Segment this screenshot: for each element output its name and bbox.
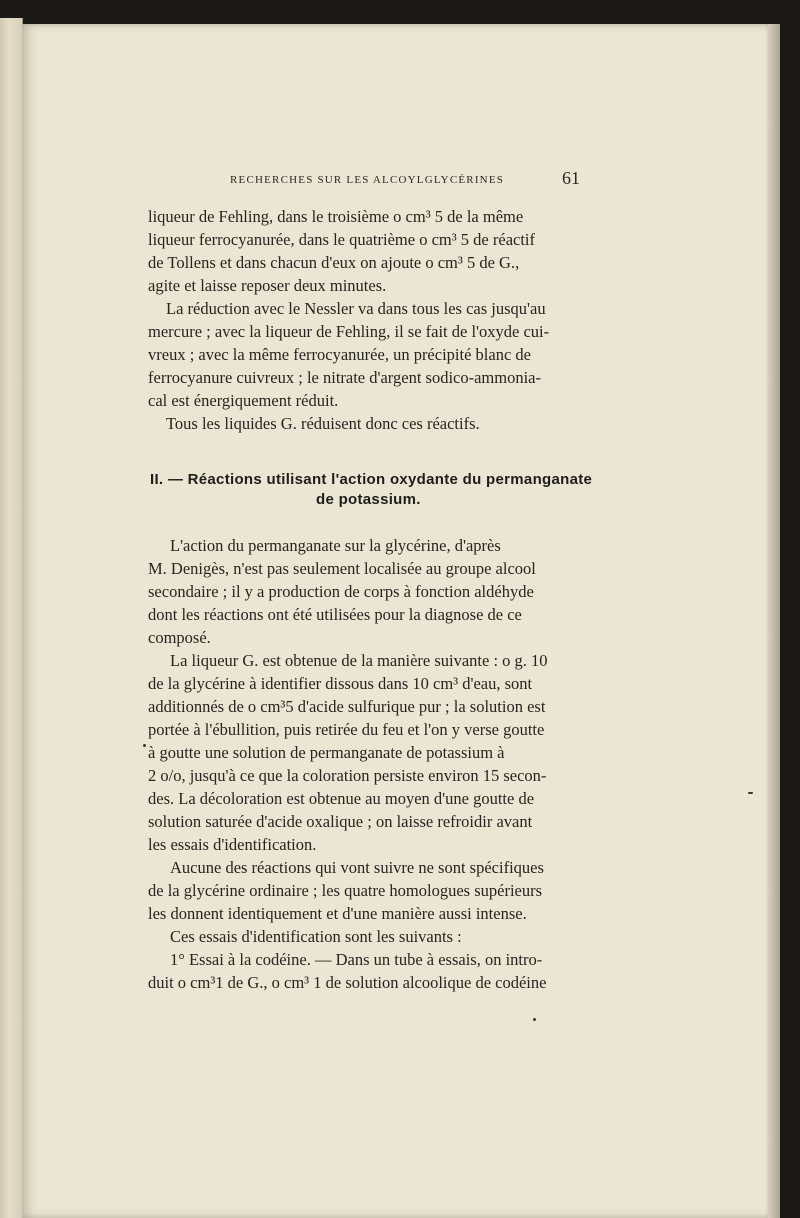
text-line: solution saturée d'acide oxalique ; on laisse refroidir avant (148, 812, 533, 831)
text-line: cal est énergiquement réduit. (148, 391, 339, 410)
text-line: L'action du permanganate sur la glycérine, d'après (170, 536, 501, 555)
text-line: M. Denigès, n'est pas seulement localisée au groupe alcool (148, 559, 536, 578)
book-spine-edge (0, 18, 23, 1218)
text-line: La liqueur G. est obtenue de la manière suivante : o g. 10 (170, 651, 548, 670)
section-heading-line-2: de potassium. (316, 491, 421, 508)
ink-speck (748, 792, 753, 794)
text-line: 1° Essai à la codéine. — Dans un tube à essais, on intro- (170, 950, 543, 969)
ink-speck (533, 1018, 536, 1021)
text-line: Ces essais d'identification sont les suivants : (170, 927, 462, 946)
section-heading-line-1: II. — Réactions utilisant l'action oxydante du permanganate (150, 471, 593, 488)
text-line: à goutte une solution de permanganate de potassium à (148, 743, 505, 762)
page-edge (768, 24, 780, 1218)
text-line: vreux ; avec la même ferrocyanurée, un précipité blanc de (148, 345, 531, 364)
text-line: Aucune des réactions qui vont suivre ne sont spécifiques (170, 858, 544, 877)
text-line: portée à l'ébullition, puis retirée du feu et l'on y verse goutte (148, 720, 545, 739)
page-number: 61 (562, 168, 580, 188)
text-line: liqueur ferrocyanurée, dans le quatrième o cm³ 5 de réactif (148, 230, 536, 249)
text-line: des. La décoloration est obtenue au moyen d'une goutte de (148, 789, 535, 808)
text-line: 2 o/o, jusqu'à ce que la coloration persiste environ 15 secon- (148, 766, 547, 785)
text-line: de la glycérine à identifier dissous dans 10 cm³ d'eau, sont (148, 674, 533, 693)
text-line: agite et laisse reposer deux minutes. (148, 276, 387, 295)
text-line: liqueur de Fehling, dans le troisième o cm³ 5 de la même (148, 207, 524, 226)
running-head: RECHERCHES SUR LES ALCOYLGLYCÉRINES (230, 174, 505, 186)
text-line: secondaire ; il y a production de corps à fonction aldéhyde (148, 582, 534, 601)
text-line: duit o cm³1 de G., o cm³ 1 de solution alcoolique de codéine (148, 973, 547, 992)
text-line: les essais d'identification. (148, 835, 317, 854)
text-line: les donnent identiquement et d'une manière aussi intense. (148, 904, 527, 923)
text-line: de Tollens et dans chacun d'eux on ajoute o cm³ 5 de G., (148, 253, 520, 272)
ink-speck (143, 744, 146, 747)
text-line: La réduction avec le Nessler va dans tous les cas jusqu'au (166, 299, 546, 318)
text-line: mercure ; avec la liqueur de Fehling, il se fait de l'oxyde cui- (148, 322, 550, 341)
text-line: composé. (148, 628, 211, 647)
text-line: de la glycérine ordinaire ; les quatre homologues supérieurs (148, 881, 543, 900)
text-line: ferrocyanure cuivreux ; le nitrate d'argent sodico-ammonia- (148, 368, 542, 387)
text-line: Tous les liquides G. réduisent donc ces réactifs. (166, 414, 480, 433)
text-line: additionnés de o cm³5 d'acide sulfurique pur ; la solution est (148, 697, 546, 716)
text-line: dont les réactions ont été utilisées pour la diagnose de ce (148, 605, 522, 624)
